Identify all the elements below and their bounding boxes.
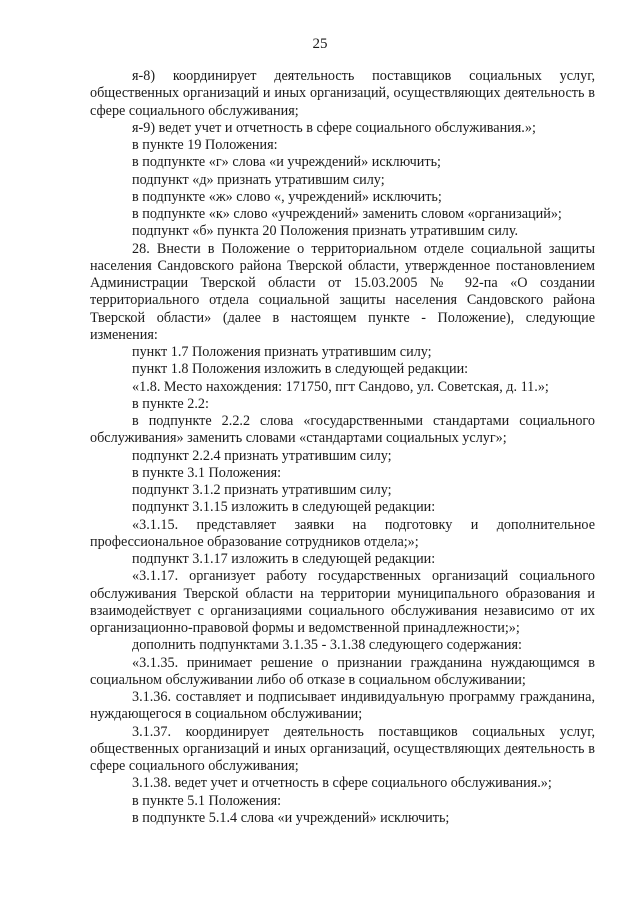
paragraph: 3.1.38. ведет учет и отчетность в сфере социального обслуживания.»; (132, 775, 552, 792)
paragraph: в пункте 5.1 Положения: (132, 792, 282, 809)
paragraph: 3.1.37. координирует деятельность поставщиков социальных услуг, общественных организаций и иных организаций, осуществляющих деятельность в сфере социального обслуживания; (90, 723, 595, 774)
paragraph: подпункт 3.1.17 изложить в следующей редакции: (132, 551, 436, 567)
paragraph: в подпункте «ж» слово «, учреждений» исключить; (132, 188, 442, 205)
page-number: 25 (312, 36, 328, 52)
paragraph: в пункте 2.2: (132, 395, 209, 412)
paragraph: подпункт «д» признать утратившим силу; (132, 171, 385, 188)
paragraph: «1.8. Место нахождения: 171750, пгт Сандово, ул. Советская, д. 11.»; (132, 378, 549, 395)
paragraph: дополнить подпунктами 3.1.35 - 3.1.38 следующего содержания: (132, 637, 522, 654)
paragraph: «3.1.35. принимает решение о признании гражданина нуждающимся в социальном обслуживании либо об отказе в социальном обслуживании; (90, 654, 595, 688)
paragraph: в подпункте «г» слова «и учреждений» исключить; (132, 154, 441, 171)
paragraph: я-8) координирует деятельность поставщиков социальных услуг, общественных организаций и иных организаций, осуществляющих деятельность в сфере социального обслуживания; (90, 68, 595, 119)
paragraph: подпункт 3.1.2 признать утратившим силу; (132, 482, 392, 498)
paragraph: 28. Внести в Положение о территориальном отделе социальной защиты населения Сандовского района Тверской области, утвержденное постановлением Администрации Тверской области от 15.03.2005 № 92-па «О создании территориального отдела социальной защиты населения Сандовского района Тверской области» (далее в настоящем пункте - Положение), следующие изменения: (90, 240, 595, 343)
paragraph: «3.1.17. организует работу государственных организаций социального обслуживания Тверской области на территории муниципального образования и взаимодействует с организациями социального обслуживания независимо от их организационно-правовой формы и ведомственной принадлежности;»; (90, 568, 595, 636)
paragraph: пункт 1.7 Положения признать утратившим силу; (132, 344, 432, 360)
paragraph: подпункт 3.1.15 изложить в следующей редакции: (132, 499, 436, 516)
document-body (90, 68, 595, 827)
paragraph: в подпункте «к» слово «учреждений» заменить словом «организаций»; (132, 206, 562, 222)
paragraph: подпункт «б» пункта 20 Положения признать утратившим силу. (132, 223, 519, 240)
paragraph: «3.1.15. представляет заявки на подготовку и дополнительное профессиональное образование сотрудников отдела;»; (90, 516, 595, 550)
paragraph: я-9) ведет учет и отчетность в сфере социального обслуживания.»; (132, 119, 536, 136)
paragraph: пункт 1.8 Положения изложить в следующей редакции: (132, 361, 469, 378)
paragraph: в подпункте 5.1.4 слова «и учреждений» исключить; (132, 809, 450, 826)
paragraph: в пункте 19 Положения: (132, 137, 278, 153)
paragraph: в подпункте 2.2.2 слова «государственными стандартами социального обслуживания» заменить словами «стандартами социальных услуг»; (90, 413, 595, 447)
paragraph: в пункте 3.1 Положения: (132, 464, 282, 481)
paragraph: 3.1.36. составляет и подписывает индивидуальную программу гражданина, нуждающегося в социальном обслуживании; (90, 689, 595, 723)
paragraph: подпункт 2.2.4 признать утратившим силу; (132, 447, 392, 464)
